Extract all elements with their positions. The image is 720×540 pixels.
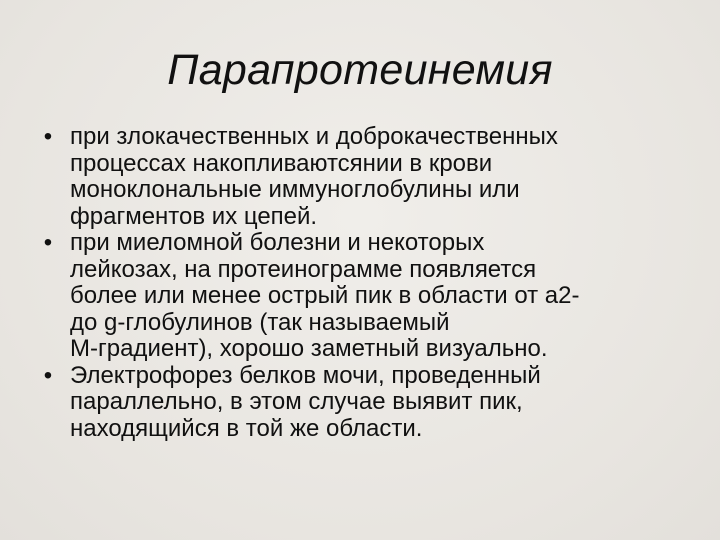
bullet-text-line: лейкозах, на протеинограмме появляется xyxy=(70,255,537,283)
bullet-text-line: до g-глобулинов (так называемый xyxy=(70,308,450,336)
bullet-item xyxy=(0,124,720,230)
bullet-text-line: фрагментов их цепей. xyxy=(70,202,318,230)
bullet-text-line: Электрофорез белков мочи, проведенный xyxy=(70,361,541,389)
bullet-text-line: более или менее острый пик в области от а2- xyxy=(70,282,580,309)
bullet-text-line: моноклональные иммуноглобулины или xyxy=(70,176,520,203)
bullet-text-line: параллельно, в этом случае выявит пик, xyxy=(70,388,523,415)
bullet-dot-icon: • xyxy=(43,361,53,389)
bullet-dot-icon: • xyxy=(43,229,53,256)
bullet-list xyxy=(0,124,720,442)
bullet-text-line: процессах накопливаютсянии в крови xyxy=(70,149,493,177)
bullet-item xyxy=(0,363,720,443)
bullet-text-line: при злокачественных и доброкачественных xyxy=(70,123,558,150)
bullet-text-line: при миеломной болезни и некоторых xyxy=(70,229,485,256)
slide-title: Парапротеинемия xyxy=(167,46,553,94)
bullet-dot-icon: • xyxy=(43,123,53,150)
bullet-text-line: находящийся в той же области. xyxy=(70,414,423,442)
bullet-text-line: М‑градиент), хорошо заметный визуально. xyxy=(70,335,548,362)
bullet-item xyxy=(0,230,720,363)
